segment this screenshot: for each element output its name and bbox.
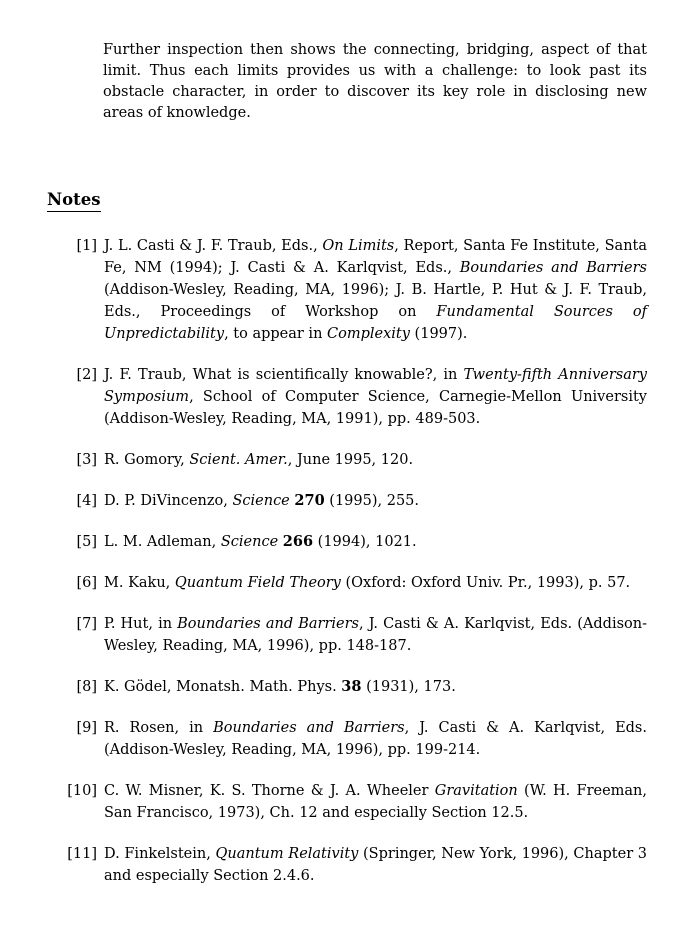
reference-item [67, 717, 647, 761]
reference-text: J. F. Traub, What is scientifically knowable?, in Twenty-fifth Anniversary Symposium, School of Computer Science, Carnegie-Mellon University (Addison-Wesley, Reading, MA, 1991), pp. 489-503. [104, 367, 647, 427]
reference-label: [11] [67, 846, 97, 862]
reference-label: [10] [67, 783, 97, 799]
reference-text: L. M. Adleman, Science 266 (1994), 1021. [104, 533, 417, 550]
reference-text: J. L. Casti & J. F. Traub, Eds., On Limits, Report, Santa Fe Institute, Santa Fe, NM (1994); J. Casti & A. Karlqvist, Eds., Boundaries and Barriers (Addison-Wesley, Reading, MA, 1996); J. B. Hartle, P. Hut & J. F. Traub, Eds., Proceedings of Workshop on Fundamental Sources of Unpredictability, to appear in Complexity (1997). [104, 238, 648, 342]
intro-paragraph: Further inspection then shows the connecting, bridging, aspect of that limit. Thus each limits provides us with a challenge: to look past its obstacle character, in order to discover its key role in disclosing new areas of knowledge. [103, 42, 647, 121]
reference-label: [2] [76, 367, 97, 383]
reference-text: P. Hut, in Boundaries and Barriers, J. Casti & A. Karlqvist, Eds. (Addison-Wesley, Reading, MA, 1996), pp. 148-187. [104, 616, 647, 654]
reference-text: K. Gödel, Monatsh. Math. Phys. 38 (1931), 173. [104, 678, 456, 695]
reference-text: D. Finkelstein, Quantum Relativity (Springer, New York, 1996), Chapter 3 and especially Section 2.4.6. [104, 846, 648, 884]
reference-item [67, 449, 647, 471]
reference-label: [1] [76, 238, 97, 254]
reference-label: [7] [76, 616, 97, 632]
reference-label: [9] [76, 720, 97, 736]
reference-item [67, 613, 647, 657]
reference-text: M. Kaku, Quantum Field Theory (Oxford: Oxford Univ. Pr., 1993), p. 57. [104, 575, 631, 591]
reference-item [67, 235, 647, 345]
reference-text: R. Gomory, Scient. Amer., June 1995, 120. [104, 452, 414, 468]
reference-text: C. W. Misner, K. S. Thorne & J. A. Wheeler Gravitation (W. H. Freeman, San Francisco, 1973), Ch. 12 and especially Section 12.5. [104, 783, 648, 821]
reference-item [67, 364, 647, 430]
reference-label: [8] [76, 679, 97, 695]
reference-item [67, 531, 647, 553]
reference-text: R. Rosen, in Boundaries and Barriers, J. Casti & A. Karlqvist, Eds. (Addison-Wesley, Reading, MA, 1996), pp. 199-214. [104, 720, 647, 758]
reference-label: [5] [76, 534, 97, 550]
notes-heading-text: Notes [47, 190, 101, 212]
reference-text: D. P. DiVincenzo, Science 270 (1995), 255. [104, 492, 419, 509]
reference-item [67, 843, 647, 887]
reference-item [67, 490, 647, 512]
references-list [67, 235, 647, 887]
reference-item [67, 676, 647, 698]
notes-heading [47, 190, 693, 209]
reference-label: [6] [76, 575, 97, 591]
reference-item [67, 572, 647, 594]
reference-label: [3] [76, 452, 97, 468]
reference-label: [4] [76, 493, 97, 509]
reference-item [67, 780, 647, 824]
